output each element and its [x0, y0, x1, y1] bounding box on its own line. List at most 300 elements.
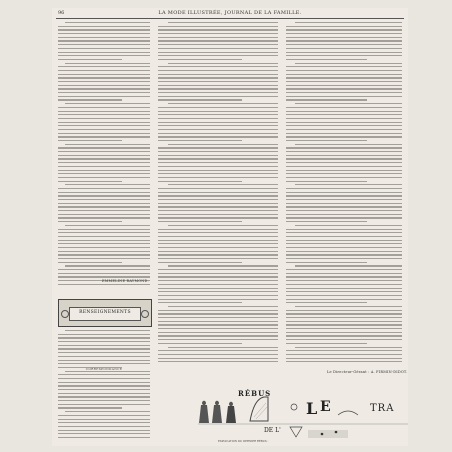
text-line: [158, 44, 278, 45]
text-line: [286, 136, 402, 137]
text-line: [286, 206, 402, 207]
text-line: [58, 437, 150, 438]
text-line: [158, 310, 278, 311]
text-line: [65, 103, 150, 104]
text-line: [158, 166, 278, 167]
section-banner: [58, 299, 152, 327]
text-line: [286, 276, 402, 277]
text-line: [286, 81, 402, 82]
text-line: [286, 29, 402, 30]
text-line: [158, 203, 278, 204]
text-line: [286, 195, 402, 196]
text-line: [286, 280, 402, 281]
text-line: [286, 77, 402, 78]
text-line: [58, 129, 150, 130]
text-line: [286, 288, 402, 289]
text-line: [286, 188, 402, 189]
text-line: [58, 415, 150, 416]
text-line: [286, 70, 402, 71]
text-line: [58, 240, 150, 241]
text-line: [286, 96, 402, 97]
text-line: [58, 221, 122, 222]
text-line: [158, 188, 278, 189]
text-line: [58, 363, 150, 364]
text-line: [158, 273, 278, 274]
text-line: [58, 40, 150, 41]
text-line: [158, 240, 278, 241]
text-line: [158, 151, 278, 152]
text-line: [158, 81, 278, 82]
text-line: [58, 162, 150, 163]
text-line: [58, 382, 150, 383]
text-line: [286, 192, 402, 193]
text-line: [58, 166, 150, 167]
text-line: [58, 258, 150, 259]
text-line: [158, 350, 278, 351]
text-line: [158, 70, 278, 71]
text-line: [58, 125, 150, 126]
text-line: [65, 144, 150, 145]
text-line: [158, 243, 278, 244]
text-line: [286, 247, 402, 248]
text-line: [158, 26, 278, 27]
text-line: [286, 37, 402, 38]
text-line: [286, 107, 402, 108]
text-line: [58, 107, 150, 108]
text-line: [158, 195, 278, 196]
ornament-icon: [61, 310, 69, 318]
text-column-left-lower: [58, 330, 150, 442]
rebus-letter-e: E: [320, 399, 331, 415]
text-line: [158, 111, 278, 112]
text-line: [158, 302, 242, 303]
text-line: [58, 247, 150, 248]
text-line: [295, 347, 402, 348]
banner-panel: [69, 307, 141, 321]
text-line: [286, 166, 402, 167]
text-line: [295, 103, 402, 104]
text-line: [58, 210, 150, 211]
text-line: [58, 404, 150, 405]
text-line: [158, 361, 278, 362]
text-line: [158, 206, 278, 207]
text-line: [158, 236, 278, 237]
text-line: [58, 44, 150, 45]
text-line: [58, 133, 150, 134]
text-line: [58, 337, 150, 338]
text-line: [58, 430, 150, 431]
text-line: [286, 236, 402, 237]
text-line: [158, 136, 278, 137]
text-line: [158, 251, 278, 252]
text-line: [58, 334, 150, 335]
text-line: [58, 206, 150, 207]
text-line: [158, 133, 278, 134]
text-line: [58, 360, 150, 361]
text-line: [158, 55, 278, 56]
text-line: [58, 433, 150, 434]
text-line: [286, 26, 402, 27]
text-line: [58, 356, 150, 357]
text-line: [58, 188, 150, 189]
text-line: [58, 88, 150, 89]
text-line: [158, 258, 278, 259]
text-line: [58, 269, 150, 270]
text-line: [295, 306, 402, 307]
rebus-title: RÉBUS: [238, 389, 272, 398]
text-line: [286, 217, 402, 218]
rebus-word-de: DE L': [264, 427, 281, 434]
text-line: [158, 173, 278, 174]
text-line: [158, 317, 278, 318]
text-line: [286, 118, 402, 119]
text-line: [58, 276, 150, 277]
text-line: [286, 55, 402, 56]
text-line: [286, 203, 402, 204]
text-line: [58, 284, 150, 285]
text-line: [286, 99, 367, 100]
text-line: [58, 66, 150, 67]
text-line: [286, 210, 402, 211]
text-line: [286, 221, 367, 222]
text-line: [58, 29, 150, 30]
text-line: [58, 181, 122, 182]
text-line: [158, 232, 278, 233]
text-line: [168, 63, 278, 64]
text-line: [286, 147, 402, 148]
text-line: [286, 302, 367, 303]
text-line: [286, 74, 402, 75]
text-line: [158, 162, 278, 163]
page-number: 96: [58, 10, 65, 16]
text-line: [158, 170, 278, 171]
text-line: [286, 59, 367, 60]
text-line: [158, 125, 278, 126]
text-line: [158, 158, 278, 159]
text-line: [58, 385, 150, 386]
text-line: [58, 262, 122, 263]
text-line: [58, 393, 150, 394]
text-line: [158, 192, 278, 193]
text-line: [158, 85, 278, 86]
text-line: [295, 63, 402, 64]
text-line: [286, 273, 402, 274]
text-line: [58, 345, 150, 346]
text-line: [158, 247, 278, 248]
text-line: [58, 118, 150, 119]
text-line: [58, 203, 150, 204]
text-line: [168, 306, 278, 307]
text-line: [58, 59, 122, 60]
text-line: [286, 332, 402, 333]
text-line: [158, 276, 278, 277]
text-line: [158, 155, 278, 156]
text-line: [58, 407, 122, 408]
text-line: [168, 22, 278, 23]
text-line: [168, 103, 278, 104]
text-line: [295, 265, 402, 266]
text-line: [158, 140, 242, 141]
text-line: [58, 33, 150, 34]
text-line: [286, 269, 402, 270]
text-line: [158, 321, 278, 322]
text-line: [158, 48, 278, 49]
text-line: [286, 33, 402, 34]
text-line: [158, 118, 278, 119]
text-line: [168, 184, 278, 185]
text-line: [295, 225, 402, 226]
text-line: [65, 411, 150, 412]
text-line: [158, 114, 278, 115]
text-line: [58, 37, 150, 38]
text-line: [58, 426, 150, 427]
text-line: [286, 125, 402, 126]
text-line: [58, 48, 150, 49]
ornament-icon: [141, 310, 149, 318]
text-line: [58, 374, 150, 375]
text-line: [65, 22, 150, 23]
text-line: [286, 254, 402, 255]
text-line: [58, 348, 150, 349]
text-column-middle: [158, 22, 278, 367]
text-line: [158, 199, 278, 200]
text-line: [286, 262, 367, 263]
text-line: [158, 221, 242, 222]
text-line: [158, 33, 278, 34]
text-line: [158, 313, 278, 314]
text-line: [158, 354, 278, 355]
text-line: [286, 52, 402, 53]
text-line: [286, 358, 402, 359]
text-line: [286, 321, 402, 322]
text-line: [58, 236, 150, 237]
text-line: [58, 199, 150, 200]
text-line: [58, 173, 150, 174]
text-line: [158, 129, 278, 130]
text-line: [58, 243, 150, 244]
text-line: [286, 240, 402, 241]
text-line: [168, 265, 278, 266]
text-line: [158, 59, 242, 60]
text-line: [286, 44, 402, 45]
text-column-right: [286, 22, 402, 367]
text-line: [158, 210, 278, 211]
text-column-left: [58, 22, 150, 292]
text-line: [158, 217, 278, 218]
text-line: [158, 74, 278, 75]
text-line: [158, 339, 278, 340]
text-line: [58, 52, 150, 53]
text-line: [58, 158, 150, 159]
text-line: [286, 133, 402, 134]
text-line: [58, 155, 150, 156]
text-line: [286, 85, 402, 86]
text-line: [158, 99, 242, 100]
text-line: [65, 63, 150, 64]
text-line: [286, 232, 402, 233]
text-line: [65, 265, 150, 266]
text-line: [58, 396, 150, 397]
text-lines: [158, 22, 278, 365]
text-line: [286, 177, 402, 178]
text-line: [286, 343, 367, 344]
text-line: [158, 254, 278, 255]
text-line: [286, 88, 402, 89]
rebus-illustration: [198, 389, 408, 447]
text-line: [58, 419, 150, 420]
text-line: [58, 26, 150, 27]
text-line: [286, 66, 402, 67]
text-line: [286, 339, 402, 340]
text-lines: [286, 22, 402, 365]
text-line: [158, 92, 278, 93]
text-line: [286, 181, 367, 182]
rebus-drawing-icon: [198, 391, 408, 441]
text-line: [65, 330, 150, 331]
text-line: [58, 55, 150, 56]
text-line: [286, 151, 402, 152]
text-line: [58, 111, 150, 112]
text-line: [158, 107, 278, 108]
text-line: [58, 229, 150, 230]
text-line: [158, 96, 278, 97]
column-signature: EMMELINE RAYMOND.: [102, 279, 149, 283]
text-line: [158, 280, 278, 281]
text-line: [58, 74, 150, 75]
text-line: [286, 214, 402, 215]
text-line: [286, 243, 402, 244]
text-lines: [58, 22, 150, 288]
text-line: [286, 111, 402, 112]
text-line: [286, 162, 402, 163]
text-line: [158, 358, 278, 359]
text-line: [158, 335, 278, 336]
text-line: [158, 284, 278, 285]
text-line: [58, 140, 122, 141]
text-line: [286, 328, 402, 329]
text-line: [58, 177, 150, 178]
text-line: [58, 70, 150, 71]
text-line: [158, 77, 278, 78]
text-line: [168, 225, 278, 226]
newspaper-page: [52, 8, 408, 446]
text-line: [58, 85, 150, 86]
text-line: [58, 92, 150, 93]
text-line: [58, 81, 150, 82]
text-line: [58, 147, 150, 148]
text-line: [58, 122, 150, 123]
text-line: [158, 122, 278, 123]
text-line: [158, 262, 242, 263]
text-line: [286, 291, 402, 292]
text-line: [286, 122, 402, 123]
text-line: [286, 335, 402, 336]
text-line: [65, 225, 150, 226]
text-line: [158, 288, 278, 289]
rebus-letter-l: L: [306, 399, 318, 418]
text-lines: [58, 330, 150, 441]
text-line: [58, 151, 150, 152]
text-line: [158, 181, 242, 182]
text-line: [158, 324, 278, 325]
text-line: [158, 88, 278, 89]
text-line: [158, 66, 278, 67]
text-line: [286, 284, 402, 285]
header-rule: [56, 18, 404, 19]
text-line: [286, 251, 402, 252]
text-line: [58, 170, 150, 171]
text-line: [286, 310, 402, 311]
text-line: [58, 389, 150, 390]
text-line: [286, 114, 402, 115]
text-line: [286, 155, 402, 156]
running-title: LA MODE ILLUSTRÉE, JOURNAL DE LA FAMILLE.: [158, 10, 302, 16]
text-line: [58, 254, 150, 255]
section-heading: CORRESPONDANCE: [85, 367, 123, 371]
text-line: [58, 96, 150, 97]
text-line: [158, 299, 278, 300]
text-line: [158, 328, 278, 329]
text-line: [286, 40, 402, 41]
text-line: [58, 422, 150, 423]
text-line: [58, 378, 150, 379]
text-line: [295, 22, 402, 23]
text-line: [286, 158, 402, 159]
text-line: [158, 291, 278, 292]
text-line: [58, 217, 150, 218]
text-line: [58, 77, 150, 78]
text-line: [286, 170, 402, 171]
text-line: [286, 295, 402, 296]
text-line: [286, 140, 367, 141]
text-line: [58, 195, 150, 196]
text-line: [58, 232, 150, 233]
text-line: [58, 99, 122, 100]
text-line: [158, 295, 278, 296]
page-header: [52, 8, 408, 20]
text-line: [286, 229, 402, 230]
text-line: [158, 37, 278, 38]
text-line: [58, 400, 150, 401]
text-line: [158, 52, 278, 53]
text-line: [286, 129, 402, 130]
banner-label: RENSEIGNEMENTS: [79, 310, 131, 315]
text-line: [58, 192, 150, 193]
text-line: [295, 184, 402, 185]
text-line: [295, 144, 402, 145]
text-line: [58, 136, 150, 137]
text-line: [58, 341, 150, 342]
text-line: [58, 114, 150, 115]
text-line: [286, 299, 402, 300]
text-line: [286, 361, 402, 362]
text-line: [158, 269, 278, 270]
text-line: [58, 273, 150, 274]
text-line: [58, 251, 150, 252]
text-line: [286, 350, 402, 351]
text-line: [286, 258, 402, 259]
text-line: [58, 214, 150, 215]
text-line: [158, 332, 278, 333]
text-line: [286, 324, 402, 325]
text-line: [286, 48, 402, 49]
text-line: [168, 347, 278, 348]
text-line: [158, 229, 278, 230]
text-line: [286, 173, 402, 174]
rebus-letters-tra: TRA: [370, 403, 395, 414]
text-line: [286, 313, 402, 314]
text-line: [65, 184, 150, 185]
